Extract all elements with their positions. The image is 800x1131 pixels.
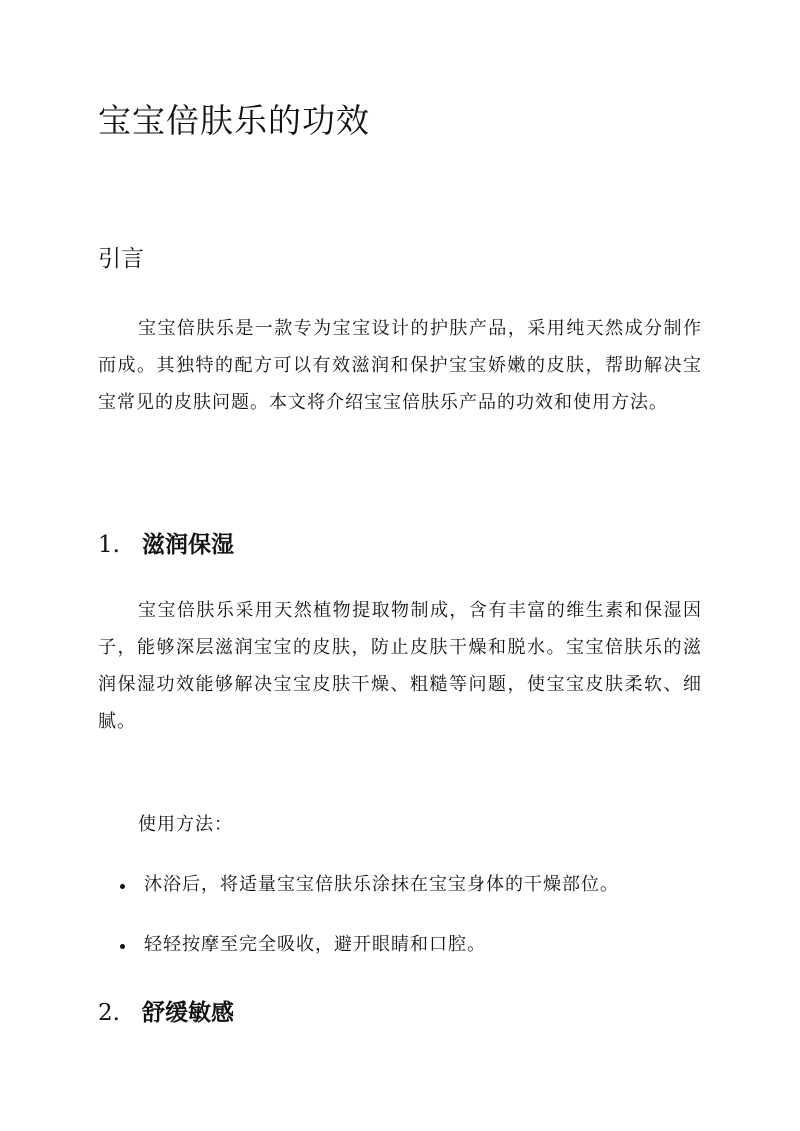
section2-title: 舒缓敏感	[142, 999, 234, 1026]
usage-steps-list	[98, 872, 619, 992]
intro-paragraph: 宝宝倍肤乐是一款专为宝宝设计的护肤产品，采用纯天然成分制作而成。其独特的配方可以有效滋润和保护宝宝娇嫩的皮肤，帮助解决宝宝常见的皮肤问题。本文将介绍宝宝倍肤乐产品的功效和使用方法。	[98, 318, 702, 413]
section1-number: 1.	[98, 532, 120, 558]
section1-title: 滋润保湿	[142, 531, 234, 558]
usage-step-2: 轻轻按摩至完全吸收，避开眼睛和口腔。	[144, 934, 486, 955]
list-item	[98, 872, 619, 932]
bullet-icon	[120, 884, 125, 889]
section2-number: 2.	[98, 1000, 120, 1026]
intro-heading: 引言	[98, 246, 144, 272]
usage-step-1: 沐浴后，将适量宝宝倍肤乐涂抹在宝宝身体的干燥部位。	[144, 874, 619, 895]
section1-heading	[98, 526, 234, 559]
list-item	[98, 932, 619, 992]
section1-paragraph: 宝宝倍肤乐采用天然植物提取物制成，含有丰富的维生素和保湿因子，能够深层滋润宝宝的皮肤，防止皮肤干燥和脱水。宝宝倍肤乐的滋润保湿功效能够解决宝宝皮肤干燥、粗糙等问题，使宝宝皮肤柔软、细腻。	[98, 600, 702, 732]
usage-label: 使用方法：	[138, 814, 233, 835]
document-title: 宝宝倍肤乐的功效	[98, 101, 370, 140]
section2-heading	[98, 994, 234, 1027]
bullet-icon	[120, 944, 125, 949]
